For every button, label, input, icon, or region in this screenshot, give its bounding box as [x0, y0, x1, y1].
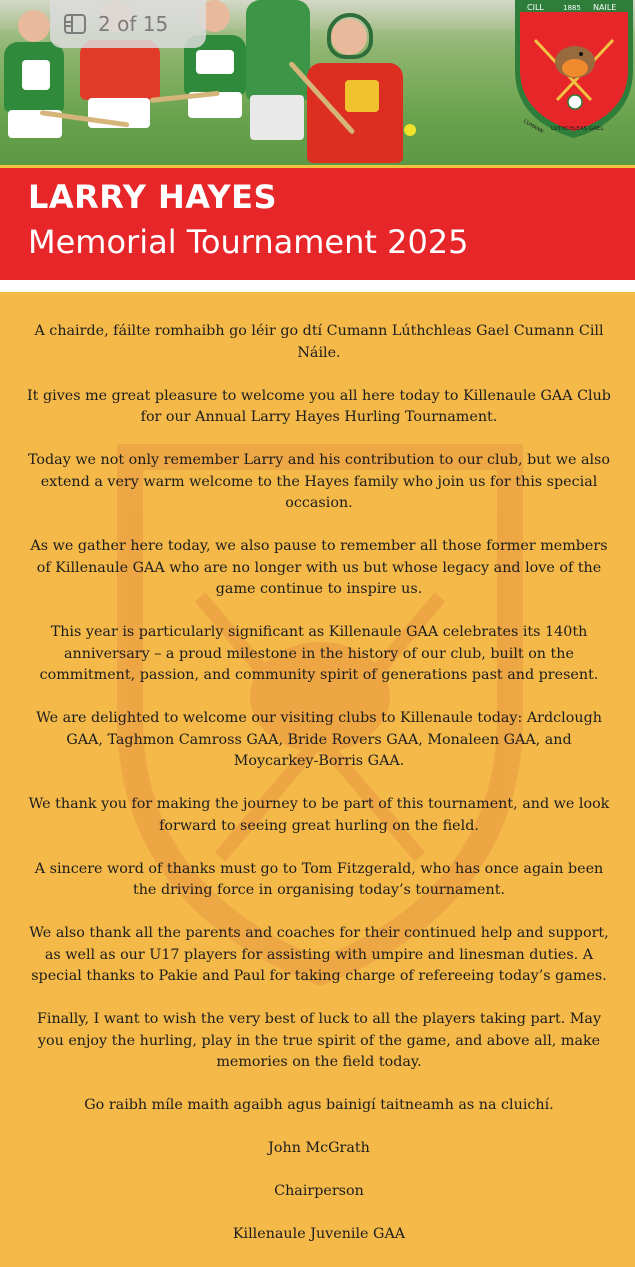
signature-role: Chairperson	[274, 1183, 364, 1199]
letter-paragraph: Today we not only remember Larry and his contribution to our club, but we also extend a very warm welcome to the Hayes family who join us for this special occasion.	[27, 452, 610, 511]
letter-paragraph: A chairde, fáilte romhaibh go léir go dtí Cumann Lúthchleas Gael Cumann Cill Náile.	[34, 323, 604, 361]
title-line-2: Memorial Tournament 2025	[28, 223, 469, 261]
letter-paragraph: This year is particularly significant as Killenaule GAA celebrates its 140th anniversary – a proud milestone in the history of our club, built on the commitment, passion, and community spirit of generations past and present.	[39, 624, 599, 683]
crest-top-left: CILL	[527, 3, 544, 12]
letter-paragraph: A sincere word of thanks must go to Tom Fitzgerald, who has once again been the driving force in organising today’s tournament.	[34, 860, 604, 898]
page-indicator[interactable]	[50, 0, 206, 48]
crest-bottom-left: CUMANN	[522, 118, 545, 135]
title-banner	[0, 165, 635, 280]
letter-paragraph: We also thank all the parents and coaches for their continued help and support, as well as our U17 players for assisting with umpire and linesman duties. A special thanks to Pakie and Paul for taking charge of refereeing today’s games.	[29, 925, 609, 984]
player-figure	[305, 5, 415, 165]
club-crest	[513, 0, 635, 140]
signature-org: Killenaule Juvenile GAA	[232, 1226, 406, 1242]
letter-paragraph: Go raibh míle maith agaibh agus bainigí taitneamh as na cluichí.	[84, 1097, 554, 1113]
welcome-letter	[0, 292, 635, 1242]
sliotar-ball	[404, 124, 416, 136]
crest-bottom: LUTHCHLEAS GAEL	[551, 126, 604, 132]
crest-top-right: NAILE	[593, 3, 617, 12]
letter-paragraph: Finally, I want to wish the very best of luck to all the players taking part. May you enjoy the hurling, play in the true spirit of the game, and above all, make memories on the field today.	[36, 1011, 602, 1070]
crest-year: 1885	[563, 4, 581, 12]
letter-paragraph: We thank you for making the journey to be part of this tournament, and we look forward to seeing great hurling on the field.	[28, 796, 610, 834]
title-line-1: LARRY HAYES	[28, 178, 278, 216]
letter-paragraph: As we gather here today, we also pause to remember all those former members of Killenaule GAA who are no longer with us but whose legacy and love of the game continue to inspire us.	[30, 538, 608, 597]
letter-paragraph: It gives me great pleasure to welcome you all here today to Killenaule GAA Club for our Annual Larry Hayes Hurling Tournament.	[27, 387, 611, 425]
letter-paragraph: We are delighted to welcome our visiting clubs to Killenaule today: Ardclough GAA, Taghmon Camross GAA, Bride Rovers GAA, Monaleen GAA, and Moycarkey-Borris GAA.	[36, 710, 602, 769]
letter-text	[24, 321, 614, 1267]
sidebar-icon[interactable]	[64, 14, 86, 34]
signature-name: John McGrath	[268, 1140, 370, 1156]
page-count: 2 of 15	[98, 12, 169, 36]
divider	[0, 280, 635, 292]
